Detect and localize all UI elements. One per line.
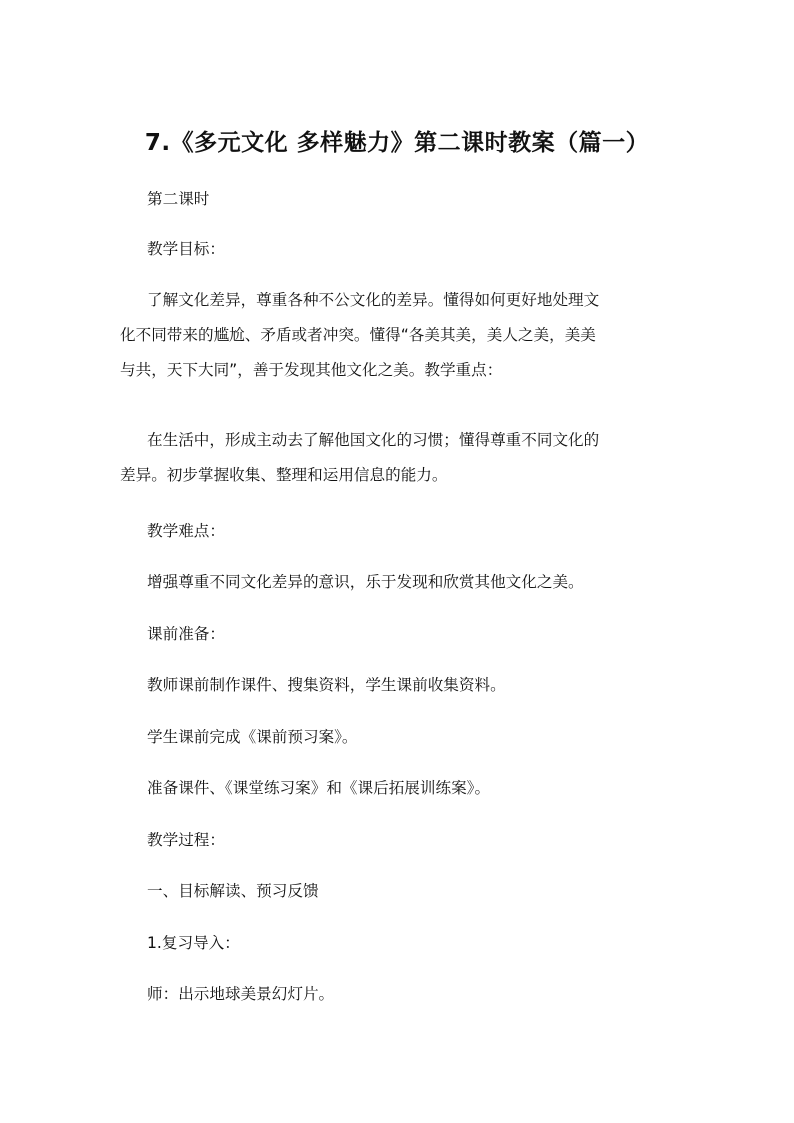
- paragraph-objectives: [120, 283, 680, 388]
- text-line: 教师课前制作课件、搜集资料，学生课前收集资料。: [147, 676, 506, 694]
- text-line: 教学过程：: [147, 831, 225, 849]
- text-line: 化不同带来的尴尬、矛盾或者冲突。懂得“各美其美，美人之美，美美: [120, 326, 596, 344]
- text-line: 课前准备：: [147, 625, 225, 643]
- text-line: 教学难点：: [147, 522, 225, 540]
- text-line: 一、目标解读、预习反馈: [147, 882, 319, 900]
- text-line: 教学目标：: [147, 240, 225, 258]
- text-line: 增强尊重不同文化差异的意识，乐于发现和欣赏其他文化之美。: [147, 573, 584, 591]
- text-line: 第二课时: [147, 190, 210, 208]
- document-title: 7.《多元文化 多样魅力》第二课时教案（篇一）: [144, 130, 650, 156]
- text-line: 师：出示地球美景幻灯片。: [147, 985, 335, 1003]
- text-line: 学生课前完成《课前预习案》。: [147, 728, 358, 746]
- text-line: 差异。初步掌握收集、整理和运用信息的能力。: [120, 466, 448, 484]
- text-line: 在生活中，形成主动去了解他国文化的习惯；懂得尊重不同文化的: [147, 431, 600, 449]
- text-line: 准备课件、《课堂练习案》和《课后拓展训练案》。: [147, 779, 491, 797]
- paragraph-key-points: [120, 423, 680, 493]
- text-line: 1.复习导入：: [147, 934, 240, 952]
- text-line: 与共，天下大同”，善于发现其他文化之美。教学重点：: [120, 361, 503, 379]
- text-line: 了解文化差异，尊重各种不公文化的差异。懂得如何更好地处理文: [147, 291, 600, 309]
